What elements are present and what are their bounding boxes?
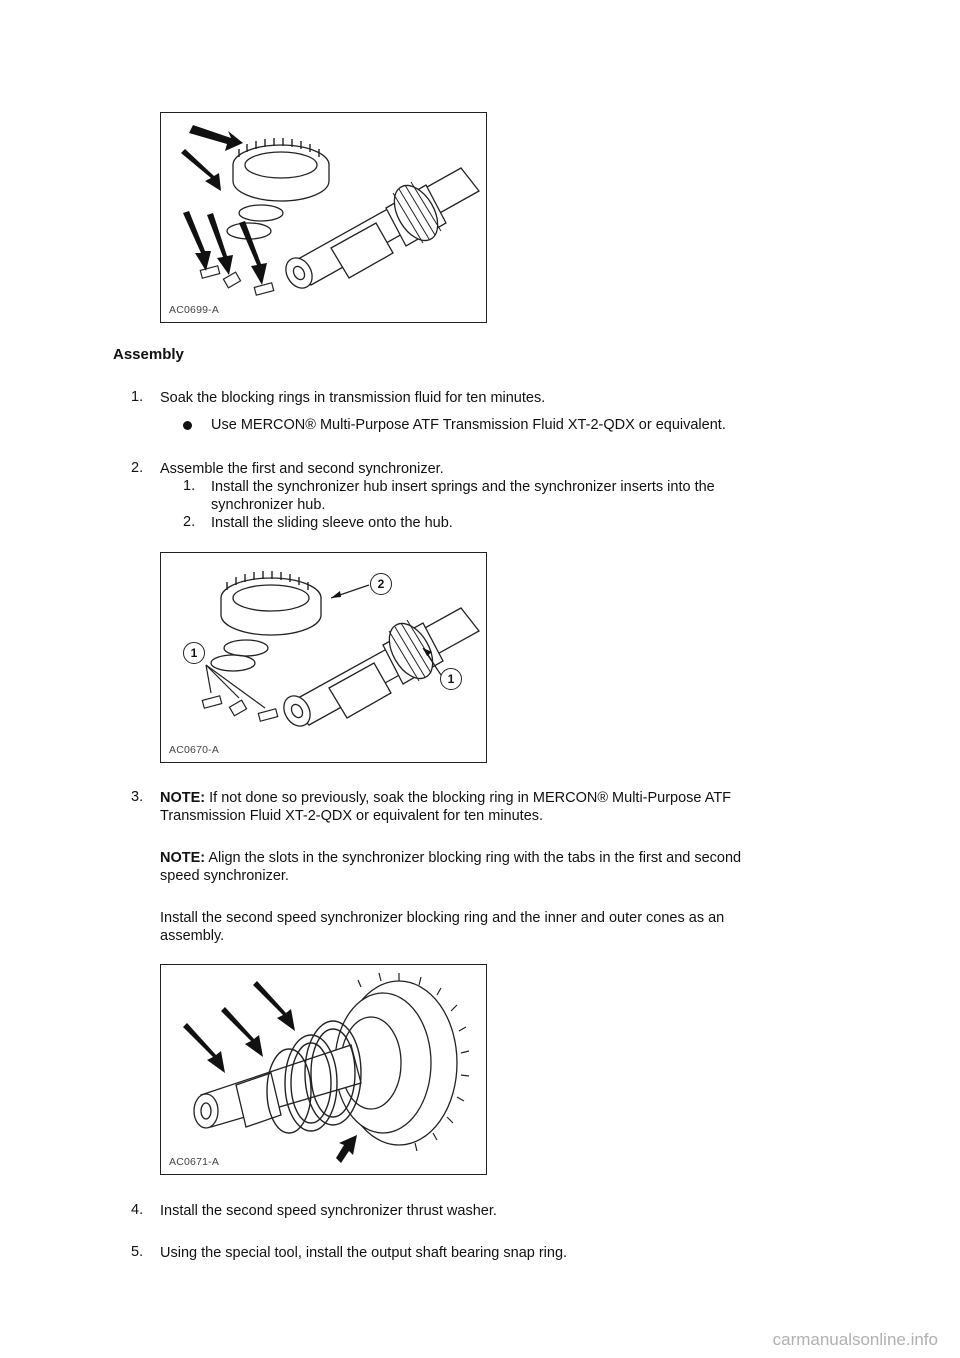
figure-ac0670 xyxy=(160,552,487,763)
step-2-sub-1-line-1: Install the synchronizer hub insert springs and the synchronizer inserts into the xyxy=(211,479,715,495)
step-5-number: 5. xyxy=(131,1244,144,1260)
step-2-sub-1-line-2: synchronizer hub. xyxy=(211,497,326,513)
note-2-text: Align the slots in the synchronizer blocking ring with the tabs in the first and second xyxy=(208,850,742,866)
blocking-ring-installation-illustration xyxy=(161,965,486,1174)
step-1-text: Soak the blocking rings in transmission fluid for ten minutes. xyxy=(160,390,546,406)
step-4-number: 4. xyxy=(131,1202,144,1218)
step-3-text-line-2: assembly. xyxy=(160,928,225,944)
note-label: NOTE: xyxy=(160,790,206,806)
figure-id-label: AC0670-A xyxy=(169,744,220,756)
shaft-disassembly-illustration xyxy=(161,113,486,322)
step-1-number: 1. xyxy=(131,389,144,405)
step-3-number: 3. xyxy=(131,789,144,805)
step-3-text-line-1: Install the second speed synchronizer blocking ring and the inner and outer cones as an xyxy=(160,910,725,926)
step-1-bullet-text: Use MERCON® Multi-Purpose ATF Transmission Fluid XT-2-QDX or equivalent. xyxy=(211,417,726,433)
callout-1-right: 1 xyxy=(440,668,462,690)
step-3-note-2-line-2: speed synchronizer. xyxy=(160,868,289,884)
figure-id-label: AC0671-A xyxy=(169,1156,220,1168)
step-3-note-1-line-1 xyxy=(160,789,731,807)
figure-ac0699 xyxy=(160,112,487,323)
watermark: carmanualsonline.info xyxy=(772,1330,938,1349)
step-3-note-2-line-1 xyxy=(160,849,741,867)
section-heading-assembly: Assembly xyxy=(113,346,184,363)
step-3-note-1-line-2: Transmission Fluid XT-2-QDX or equivalent for ten minutes. xyxy=(160,808,544,824)
step-2-number: 2. xyxy=(131,460,144,476)
synchronizer-assembly-illustration xyxy=(161,553,486,762)
step-2-sub-2-text: Install the sliding sleeve onto the hub. xyxy=(211,515,453,531)
step-2-text: Assemble the first and second synchronizer. xyxy=(160,461,444,477)
figure-ac0671 xyxy=(160,964,487,1175)
note-label: NOTE: xyxy=(160,850,206,866)
figure-id-label: AC0699-A xyxy=(169,304,220,316)
step-4-text: Install the second speed synchronizer thrust washer. xyxy=(160,1203,497,1219)
step-2-sub-2-number: 2. xyxy=(183,514,196,530)
step-5-text: Using the special tool, install the output shaft bearing snap ring. xyxy=(160,1245,568,1261)
callout-2: 2 xyxy=(370,573,392,595)
note-1-text: If not done so previously, soak the blocking ring in MERCON® Multi-Purpose ATF xyxy=(209,790,732,806)
callout-1-left: 1 xyxy=(183,642,205,664)
step-2-sub-1-number: 1. xyxy=(183,478,196,494)
bullet-icon xyxy=(183,421,192,430)
